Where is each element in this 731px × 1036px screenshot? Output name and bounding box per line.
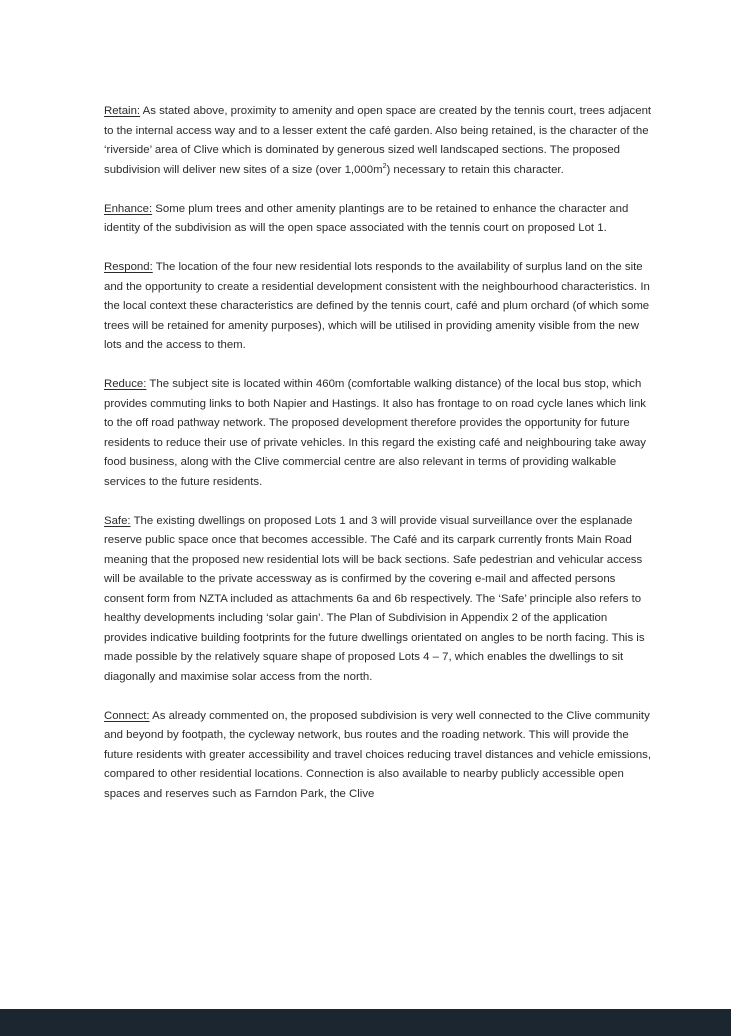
term-safe: Safe: [104,514,131,527]
term-retain: Retain: [104,105,141,117]
footer-bar [0,1009,731,1036]
term-enhance: Enhance: [104,202,153,215]
retain-text-b: ) necessary to retain this character. [386,163,564,176]
term-reduce: Reduce: [104,378,147,390]
paragraph-connect [104,707,652,805]
retain-superscript: 2 [382,162,387,170]
term-connect: Connect: [104,709,150,722]
enhance-text: Some plum trees and other amenity plantings are to be retained to enhance the character and identity of the subdivision as will the open space associated with the tennis court on proposed Lot 1. [104,202,629,234]
retain-text-a: As stated above, proximity to amenity and open space are created by the tennis court, trees adjacent to the internal access way and to a lesser extent the café garden. Also being retained, is the character of the ‘riverside’ area of Clive which is dominated by generous sized well landscaped sections. The proposed subdivision will deliver new sites of a size (over 1,000m [104,105,652,176]
term-respond: Respond: [104,261,153,273]
paragraph-retain [104,102,652,180]
paragraph-reduce [104,375,652,492]
document-body [104,102,652,824]
paragraph-respond [104,258,652,356]
reduce-text: The subject site is located within 460m (comfortable walking distance) of the local bus stop, which provides commuting links to both Napier and Hastings. It also has frontage to on road cycle lanes which link to the off road pathway network. The proposed development therefore provides the opportunity for future residents to reduce their use of private vehicles. In this regard the existing café and neighbouring take away food business, along with the Clive commercial centre are also relevant in terms of providing walkable services to the future residents. [104,378,647,488]
safe-text: The existing dwellings on proposed Lots 1 and 3 will provide visual surveillance over the esplanade reserve public space once that becomes accessible. The Café and its carpark currently fronts Main Road meaning that the proposed new residential lots will be back sections. Safe pedestrian and vehicular access will be available to the private accessway as is confirmed by the covering e-mail and affected persons consent form from NZTA included as attachments 6a and 6b respectively. The ‘Safe’ principle also refers to healthy developments including ‘solar gain’. The Plan of Subdivision in Appendix 2 of the application provides indicative building footprints for the future dwellings orientated on angles to be north facing. This is made possible by the relatively square shape of proposed Lots 4 – 7, which enables the dwellings to sit diagonally and maximise solar access from the north. [104,514,645,683]
respond-text: The location of the four new residential lots responds to the availability of surplus land on the site and the opportunity to create a residential development consistent with the neighbourhood characteristics. In the local context these characteristics are defined by the tennis court, café and plum orchard (of which some trees will be retained for amenity purposes), which will be utilised in providing amenity visible from the new lots and the access to them. [104,261,650,351]
paragraph-safe [104,512,652,688]
paragraph-enhance [104,200,652,239]
connect-text: As already commented on, the proposed subdivision is very well connected to the Clive community and beyond by footpath, the cycleway network, bus routes and the roading network. This will provide the future residents with greater accessibility and travel choices reducing travel distances and vehicle emissions, compared to other residential locations. Connection is also available to nearby publicly accessible open spaces and reserves such as Farndon Park, the Clive [104,709,652,800]
